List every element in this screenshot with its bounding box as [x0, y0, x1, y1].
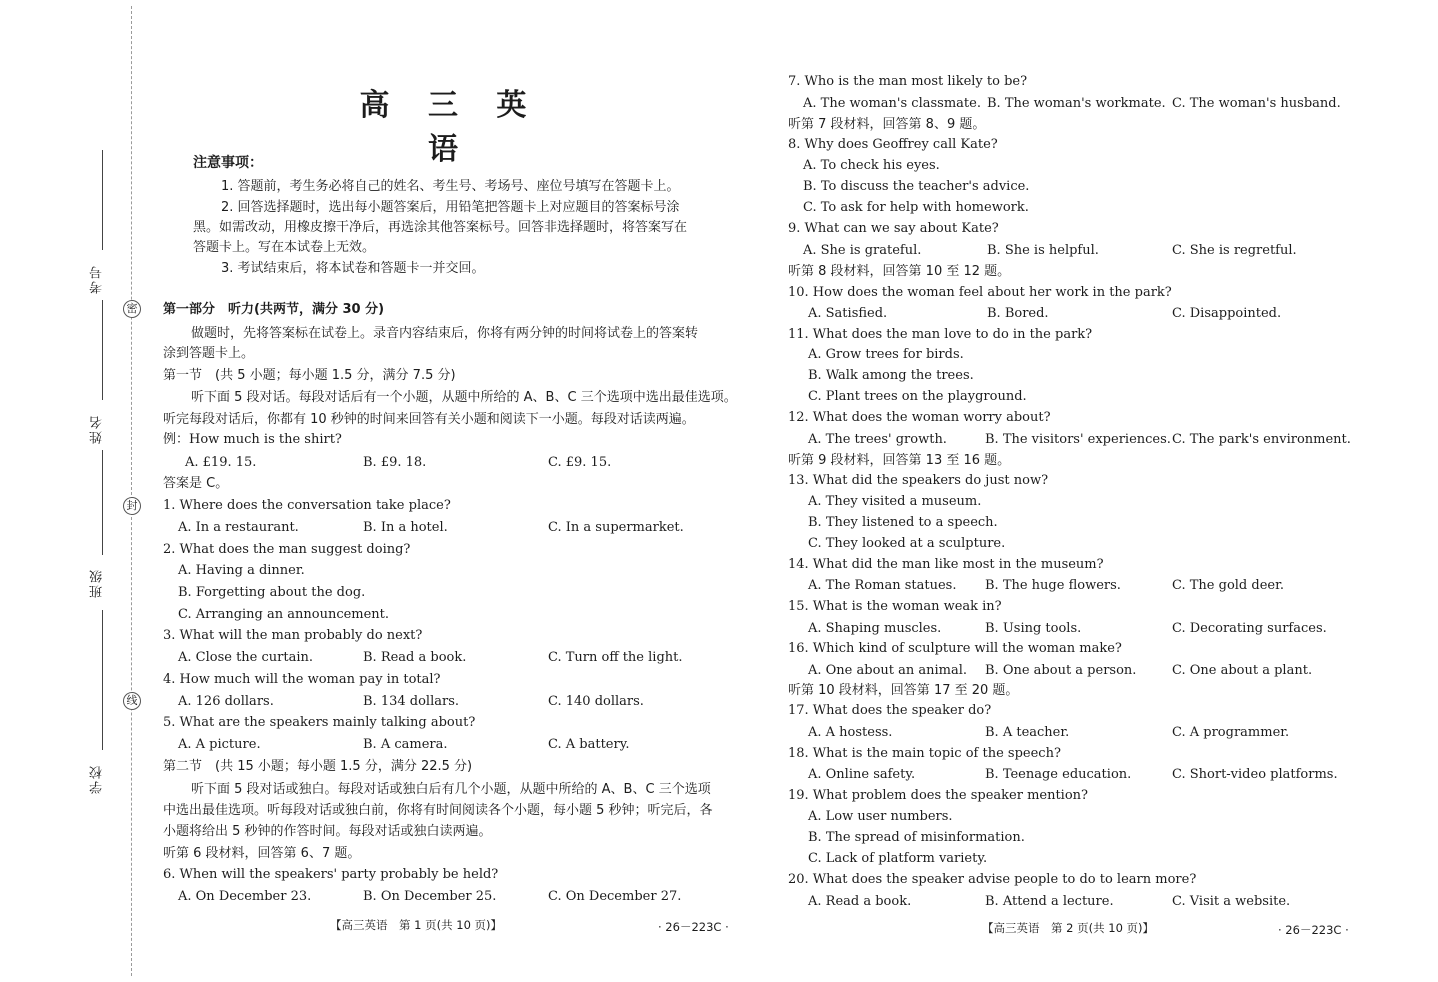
q3-option-a: A. Close the curtain.	[178, 650, 314, 665]
q19-option-c: C. Lack of platform variety.	[808, 851, 988, 866]
notice-heading: 注意事项：	[193, 155, 263, 171]
notice-line: 3. 考试结束后，将本试卷和答题卡一并交回。	[221, 261, 485, 276]
section1-instruction: 听完每段对话后，你都有 10 秒钟的时间来回答有关小题和阅读下一小题。每段对话读两遍。	[163, 412, 695, 427]
q15-option-b: B. Using tools.	[985, 621, 1082, 636]
q6-option-b: B. On December 25.	[363, 889, 497, 904]
exam-number-line	[102, 150, 103, 250]
q14-option-b: B. The huge flowers.	[985, 578, 1121, 593]
q17-option-c: C. A programmer.	[1172, 725, 1290, 740]
example-option-b: B. £9. 18.	[363, 455, 427, 470]
q16-option-c: C. One about a plant.	[1172, 663, 1313, 678]
q20-option-b: B. Attend a lecture.	[985, 894, 1114, 909]
q18-option-b: B. Teenage education.	[985, 767, 1132, 782]
q20-option-a: A. Read a book.	[808, 894, 912, 909]
page2-footer: 【高三英语 第 2 页(共 10 页)】	[982, 921, 1155, 935]
example-answer: 答案是 C。	[163, 476, 229, 491]
material-10-heading: 听第 10 段材料，回答第 17 至 20 题。	[788, 683, 1019, 698]
q2-option-a: A. Having a dinner.	[178, 563, 305, 578]
page2-code: · 26－223C ·	[1278, 923, 1349, 937]
part1-heading: 第一部分 听力(共两节，满分 30 分)	[163, 302, 385, 317]
q19-option-b: B. The spread of misinformation.	[808, 830, 1025, 845]
q15-option-a: A. Shaping muscles.	[808, 621, 942, 636]
seal-xian: 线	[123, 692, 141, 710]
q2-option-c: C. Arranging an announcement.	[178, 607, 390, 622]
q12-option-b: B. The visitors' experiences.	[985, 432, 1171, 447]
seal-mi: 密	[123, 300, 141, 318]
school-line	[102, 610, 103, 750]
question-16: 16. Which kind of sculpture will the woman make?	[788, 641, 1122, 656]
question-6: 6. When will the speakers' party probably be held?	[163, 867, 499, 882]
page1-footer: 【高三英语 第 1 页(共 10 页)】	[330, 918, 503, 932]
q8-option-b: B. To discuss the teacher's advice.	[803, 179, 1030, 194]
q1-option-a: A. In a restaurant.	[178, 520, 299, 535]
material-9-heading: 听第 9 段材料，回答第 13 至 16 题。	[788, 453, 1011, 468]
question-19: 19. What problem does the speaker mention?	[788, 788, 1089, 803]
material-6-heading: 听第 6 段材料，回答第 6、7 题。	[163, 846, 361, 861]
question-8: 8. Why does Geoffrey call Kate?	[788, 137, 998, 152]
q7-option-b: B. The woman's workmate.	[987, 96, 1166, 111]
q14-option-c: C. The gold deer.	[1172, 578, 1285, 593]
material-8-heading: 听第 8 段材料，回答第 10 至 12 题。	[788, 264, 1011, 279]
q13-option-b: B. They listened to a speech.	[808, 515, 998, 530]
notice-line: 2. 回答选择题时，选出每小题答案后，用铅笔把答题卡上对应题目的答案标号涂	[221, 200, 680, 215]
q10-option-a: A. Satisfied.	[808, 306, 888, 321]
q5-option-c: C. A battery.	[548, 737, 630, 752]
question-7: 7. Who is the man most likely to be?	[788, 74, 1028, 89]
q19-option-a: A. Low user numbers.	[808, 809, 953, 824]
q18-option-a: A. Online safety.	[808, 767, 916, 782]
name-line	[102, 300, 103, 400]
question-10: 10. How does the woman feel about her work in the park?	[788, 285, 1172, 300]
q13-option-c: C. They looked at a sculpture.	[808, 536, 1006, 551]
example-question: 例：How much is the shirt?	[163, 432, 342, 447]
material-7-heading: 听第 7 段材料，回答第 8、9 题。	[788, 117, 986, 132]
q17-option-a: A. A hostess.	[808, 725, 893, 740]
part1-instruction: 做题时，先将答案标在试卷上。录音内容结束后，你将有两分钟的时间将试卷上的答案转	[191, 326, 699, 341]
q20-option-c: C. Visit a website.	[1172, 894, 1291, 909]
section2-heading: 第二节 (共 15 小题；每小题 1.5 分，满分 22.5 分)	[163, 759, 473, 774]
name-label: 姓名	[90, 414, 105, 444]
question-17: 17. What does the speaker do?	[788, 703, 992, 718]
question-5: 5. What are the speakers mainly talking about?	[163, 715, 476, 730]
q18-option-c: C. Short-video platforms.	[1172, 767, 1338, 782]
q9-option-a: A. She is grateful.	[803, 243, 922, 258]
seal-feng: 封	[123, 497, 141, 515]
q3-option-c: C. Turn off the light.	[548, 650, 683, 665]
q16-option-a: A. One about an animal.	[808, 663, 968, 678]
school-label: 学校	[90, 764, 105, 794]
section1-heading: 第一节 (共 5 小题；每小题 1.5 分，满分 7.5 分)	[163, 368, 456, 383]
class-line	[102, 450, 103, 555]
q2-option-b: B. Forgetting about the dog.	[178, 585, 366, 600]
question-1: 1. Where does the conversation take place?	[163, 498, 451, 513]
q5-option-a: A. A picture.	[178, 737, 261, 752]
q10-option-c: C. Disappointed.	[1172, 306, 1282, 321]
q17-option-b: B. A teacher.	[985, 725, 1070, 740]
q4-option-b: B. 134 dollars.	[363, 694, 459, 709]
q7-option-c: C. The woman's husband.	[1172, 96, 1341, 111]
q1-option-b: B. In a hotel.	[363, 520, 448, 535]
q1-option-c: C. In a supermarket.	[548, 520, 684, 535]
question-3: 3. What will the man probably do next?	[163, 628, 423, 643]
q8-option-a: A. To check his eyes.	[803, 158, 940, 173]
question-9: 9. What can we say about Kate?	[788, 221, 999, 236]
example-option-c: C. £9. 15.	[548, 455, 612, 470]
q7-option-a: A. The woman's classmate.	[803, 96, 981, 111]
q11-option-b: B. Walk among the trees.	[808, 368, 974, 383]
question-2: 2. What does the man suggest doing?	[163, 542, 411, 557]
example-option-a: A. £19. 15.	[185, 455, 257, 470]
section2-instruction: 中选出最佳选项。听每段对话或独白前，你将有时间阅读各个小题，每小题 5 秒钟；听完后，各	[163, 803, 713, 818]
part1-instruction: 涂到答题卡上。	[163, 346, 255, 361]
q10-option-b: B. Bored.	[987, 306, 1049, 321]
q11-option-c: C. Plant trees on the playground.	[808, 389, 1027, 404]
exam-number-label: 考号	[90, 264, 105, 294]
question-15: 15. What is the woman weak in?	[788, 599, 1002, 614]
q11-option-a: A. Grow trees for birds.	[808, 347, 964, 362]
notice-line: 1. 答题前，考生务必将自己的姓名、考生号、考场号、座位号填写在答题卡上。	[221, 179, 680, 194]
q15-option-c: C. Decorating surfaces.	[1172, 621, 1327, 636]
binding-dashed-line	[131, 6, 132, 976]
page1-code: · 26－223C ·	[658, 920, 729, 934]
question-18: 18. What is the main topic of the speech?	[788, 746, 1061, 761]
q12-option-c: C. The park's environment.	[1172, 432, 1351, 447]
question-13: 13. What did the speakers do just now?	[788, 473, 1049, 488]
page-title: 高 三 英 语	[359, 88, 541, 167]
q5-option-b: B. A camera.	[363, 737, 448, 752]
question-20: 20. What does the speaker advise people to do to learn more?	[788, 872, 1197, 887]
q4-option-a: A. 126 dollars.	[178, 694, 274, 709]
q6-option-a: A. On December 23.	[178, 889, 312, 904]
q12-option-a: A. The trees' growth.	[808, 432, 947, 447]
q9-option-c: C. She is regretful.	[1172, 243, 1297, 258]
q16-option-b: B. One about a person.	[985, 663, 1137, 678]
section2-instruction: 听下面 5 段对话或独白。每段对话或独白后有几个小题，从题中所给的 A、B、C 三个选项	[191, 782, 711, 797]
q6-option-c: C. On December 27.	[548, 889, 682, 904]
question-11: 11. What does the man love to do in the park?	[788, 327, 1093, 342]
question-12: 12. What does the woman worry about?	[788, 410, 1051, 425]
q14-option-a: A. The Roman statues.	[808, 578, 957, 593]
question-4: 4. How much will the woman pay in total?	[163, 672, 441, 687]
section2-instruction: 小题将给出 5 秒钟的作答时间。每段对话或独白读两遍。	[163, 824, 492, 839]
section1-instruction: 听下面 5 段对话。每段对话后有一个小题，从题中所给的 A、B、C 三个选项中选出最佳选项。	[191, 390, 737, 405]
q4-option-c: C. 140 dollars.	[548, 694, 644, 709]
q9-option-b: B. She is helpful.	[987, 243, 1099, 258]
notice-line: 黑。如需改动，用橡皮擦干净后，再选涂其他答案标号。回答非选择题时，将答案写在	[193, 220, 688, 235]
q3-option-b: B. Read a book.	[363, 650, 467, 665]
notice-line: 答题卡上。写在本试卷上无效。	[193, 240, 376, 255]
class-label: 班级	[90, 568, 105, 598]
q13-option-a: A. They visited a museum.	[808, 494, 982, 509]
question-14: 14. What did the man like most in the museum?	[788, 557, 1104, 572]
q8-option-c: C. To ask for help with homework.	[803, 200, 1029, 215]
